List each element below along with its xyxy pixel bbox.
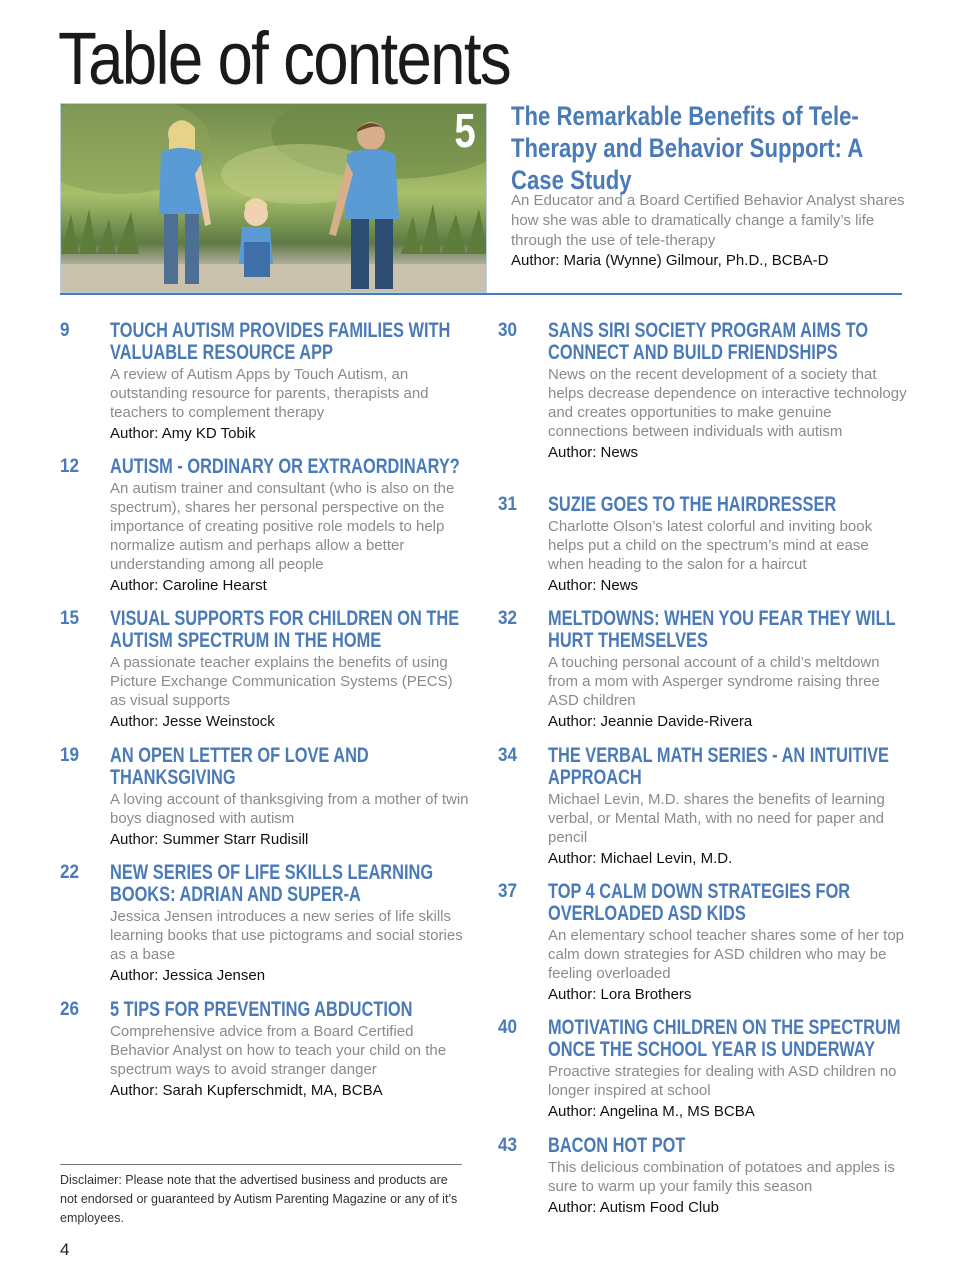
entry-author: Author: Jessica Jensen [110,967,266,984]
toc-entry[interactable] [498,1016,908,1122]
entry-page-number: 32 [498,608,518,629]
entry-title[interactable]: AN OPEN LETTER OF LOVE AND THANKSGIVING [110,744,369,789]
feature-photo[interactable] [60,103,487,293]
toc-entry[interactable] [60,861,470,986]
entry-title[interactable]: BACON HOT POT [548,1134,686,1157]
entry-page-number: 12 [60,456,80,477]
toc-entry[interactable] [498,880,908,1005]
toc-entry[interactable] [60,607,470,732]
family-photo-image [61,104,487,293]
entry-page-number: 43 [498,1135,518,1156]
toc-entry[interactable] [60,744,470,850]
toc-entry[interactable] [498,744,908,869]
feature-description: An Educator and a Board Certified Behavior Analyst shares how she was able to dramatically change a family’s life through the use of tele-therapy [511,192,905,249]
disclaimer-divider [60,1164,462,1165]
entry-page-number: 30 [498,320,518,341]
entry-title[interactable]: NEW SERIES OF LIFE SKILLS LEARNING BOOKS: ADRIAN AND SUPER-A [110,861,434,906]
entry-description: A loving account of thanksgiving from a mother of twin boys diagnosed with autism [110,791,469,827]
page-title: Table of contents [58,17,510,100]
toc-entry[interactable] [498,493,908,596]
toc-entry[interactable] [498,319,908,463]
entry-title[interactable]: VISUAL SUPPORTS FOR CHILDREN ON THE AUTISM SPECTRUM IN THE HOME [110,607,460,652]
entry-author: Author: Sarah Kupferschmidt, MA, BCBA [110,1082,383,1099]
entry-page-number: 40 [498,1017,518,1038]
entry-page-number: 26 [60,999,80,1020]
entry-title[interactable]: AUTISM - ORDINARY OR EXTRAORDINARY? [110,455,460,478]
entry-description: Charlotte Olson’s latest colorful and inviting book helps put a child on the spectrum’s mind at ease when heading to the salon for a haircut [548,518,873,573]
entry-description: Comprehensive advice from a Board Certified Behavior Analyst on how to teach your child on the spectrum ways to avoid stranger danger [110,1023,447,1078]
entry-author: Author: Angelina M., MS BCBA [548,1103,755,1120]
entry-description: An elementary school teacher shares some of her top calm down strategies for ASD children who may be feeling overloaded [548,927,905,982]
entry-author: Author: Amy KD Tobik [110,425,256,442]
entry-author: Author: Michael Levin, M.D. [548,850,733,867]
entry-author: Author: Autism Food Club [548,1199,719,1216]
entry-description: This delicious combination of potatoes and apples is sure to warm up your family this season [548,1159,895,1195]
page-number: 4 [60,1240,70,1259]
entry-title[interactable]: THE VERBAL MATH SERIES - AN INTUITIVE APPROACH [548,744,889,789]
toc-entry[interactable] [60,998,470,1101]
entry-author: Author: Caroline Hearst [110,577,267,594]
toc-entry[interactable] [498,607,908,732]
toc-entry[interactable] [60,455,470,596]
entry-author: Author: Summer Starr Rudisill [110,831,309,848]
entry-title[interactable]: TOP 4 CALM DOWN STRATEGIES FOR OVERLOADED ASD KIDS [548,880,851,925]
disclaimer-text: Disclaimer: Please note that the advertised business and products are not endorsed or guaranteed by Autism Parenting Magazine or any of it’s employees. [60,1173,458,1225]
entry-description: An autism trainer and consultant (who is also on the spectrum), shares her personal perspective on the importance of creating positive role models to help normalize autism and perhaps allow a better understanding among all people [110,480,455,573]
entry-title[interactable]: MELTDOWNS: WHEN YOU FEAR THEY WILL HURT THEMSELVES [548,607,896,652]
entry-title[interactable]: 5 TIPS FOR PREVENTING ABDUCTION [110,998,413,1021]
entry-description: A passionate teacher explains the benefits of using Picture Exchange Communication Systems (PECS) as visual supports [110,654,453,709]
toc-entry[interactable] [498,1134,908,1218]
entry-page-number: 9 [60,320,70,341]
entry-title[interactable]: SANS SIRI SOCIETY PROGRAM AIMS TO CONNECT AND BUILD FRIENDSHIPS [548,319,869,364]
entry-page-number: 31 [498,494,518,515]
entry-page-number: 37 [498,881,518,902]
entry-description: News on the recent development of a society that helps decrease dependence on interactive technology and creates opportunities to make genuine connections between individuals with autism [548,366,907,440]
feature-page-number: 5 [454,105,476,158]
entry-description: A touching personal account of a child’s meltdown from a mom with Asperger syndrome raising three ASD children [548,654,880,709]
entry-description: Michael Levin, M.D. shares the benefits of learning verbal, or Mental Math, with no need for paper and pencil [548,791,885,846]
entry-description: Jessica Jensen introduces a new series of life skills learning books that use pictograms and social stories as a base [110,908,463,963]
entry-title[interactable]: MOTIVATING CHILDREN ON THE SPECTRUM ONCE THE SCHOOL YEAR IS UNDERWAY [548,1016,901,1061]
feature-title[interactable]: The Remarkable Benefits of Tele-Therapy and Behavior Support: A Case Study [511,101,863,195]
feature-article[interactable] [511,100,907,271]
entry-title[interactable]: TOUCH AUTISM PROVIDES FAMILIES WITH VALUABLE RESOURCE APP [110,319,451,364]
entry-page-number: 22 [60,862,80,883]
feature-author: Author: Maria (Wynne) Gilmour, Ph.D., BCBA-D [511,252,829,269]
entry-author: Author: Lora Brothers [548,986,692,1003]
divider-line [60,293,902,295]
entry-page-number: 34 [498,745,518,766]
toc-entry[interactable] [60,319,470,444]
entry-author: Author: Jesse Weinstock [110,713,275,730]
entry-author: Author: News [548,577,639,594]
entry-title[interactable]: SUZIE GOES TO THE HAIRDRESSER [548,493,837,516]
entry-page-number: 19 [60,745,80,766]
entry-page-number: 15 [60,608,80,629]
entry-description: A review of Autism Apps by Touch Autism, an outstanding resource for parents, therapists and teachers to complement therapy [110,366,429,421]
entry-author: Author: Jeannie Davide-Rivera [548,713,753,730]
entry-description: Proactive strategies for dealing with ASD children no longer inspired at school [548,1063,897,1099]
entry-author: Author: News [548,444,639,461]
